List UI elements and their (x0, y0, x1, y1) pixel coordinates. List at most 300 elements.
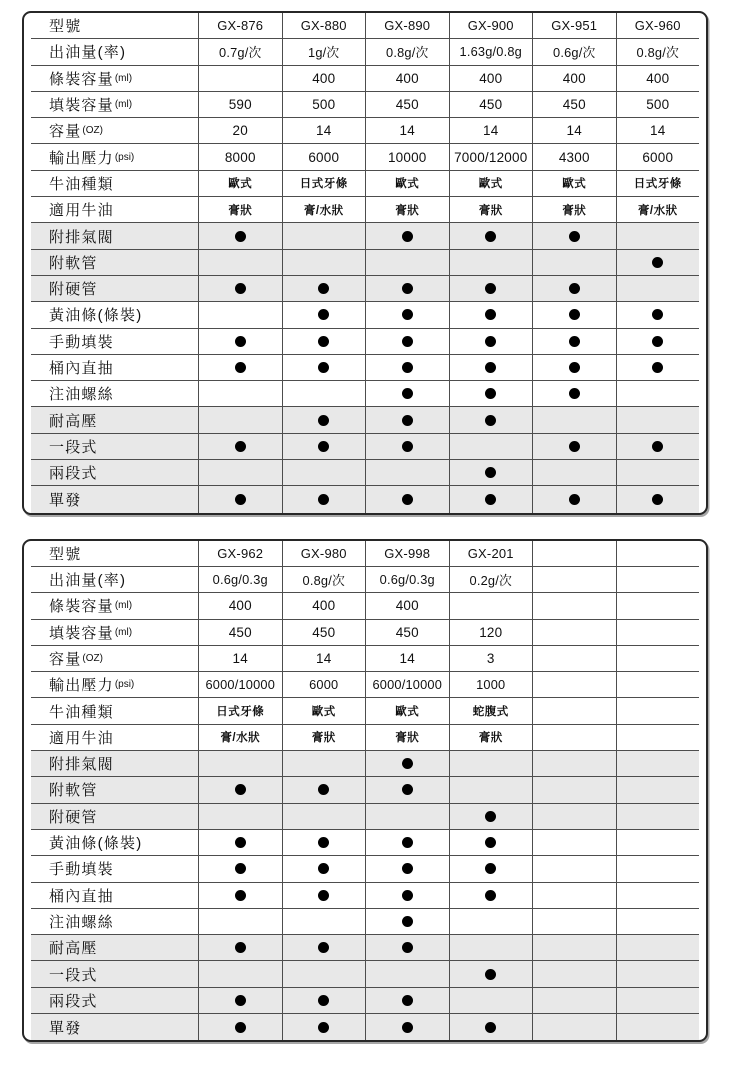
feature-cell (532, 276, 616, 301)
feature-dot (318, 890, 329, 901)
feature-cell (532, 751, 616, 776)
table-row (31, 804, 699, 830)
feature-cell (616, 276, 700, 301)
row-label: 輸出壓力 (psi) (49, 149, 135, 167)
feature-dot (235, 784, 246, 795)
feature-cell (449, 486, 533, 512)
spec-value: 0.8g/次 (302, 573, 345, 589)
spec-value: 450 (228, 624, 252, 640)
feature-cell (282, 434, 366, 459)
feature-cell (449, 804, 533, 829)
spec-value: 0.6g/次 (553, 45, 596, 61)
row-label: 輸出壓力 (psi) (49, 677, 135, 695)
feature-cell (198, 777, 282, 802)
feature-cell (532, 355, 616, 380)
table-row (31, 407, 699, 433)
table-row (31, 725, 699, 751)
feature-dot (485, 494, 496, 505)
spec-value: 590 (228, 97, 252, 113)
spec-value: 1000 (476, 677, 506, 693)
feature-cell (616, 434, 700, 459)
row-label: 容量 (OZ) (49, 650, 103, 668)
feature-cell (282, 883, 366, 908)
feature-dot (235, 283, 246, 294)
feature-dot (402, 494, 413, 505)
feature-cell (198, 961, 282, 986)
feature-cell (616, 407, 700, 432)
table-row (31, 541, 699, 567)
spec-value: 400 (395, 70, 419, 86)
spec-table-2 (22, 539, 708, 1043)
spec-value: 歐式 (478, 178, 503, 191)
spec-value: 蛇腹式 (472, 706, 509, 719)
feature-cell (449, 883, 533, 908)
spec-value: 400 (312, 598, 336, 614)
feature-dot (402, 1022, 413, 1033)
spec-value: 6000 (309, 677, 339, 693)
spec-value: 膏狀 (562, 204, 587, 217)
feature-dot (402, 388, 413, 399)
model-name: GX-980 (300, 545, 347, 561)
table-row (31, 567, 699, 593)
spec-value: 膏狀 (395, 204, 420, 217)
table-row (31, 1014, 699, 1040)
spec-value: 450 (395, 97, 419, 113)
feature-dot (402, 283, 413, 294)
spec-value: 14 (399, 650, 415, 666)
feature-cell (616, 751, 700, 776)
feature-dot (235, 336, 246, 347)
row-label: 注油螺絲 (49, 386, 114, 404)
feature-cell (532, 1014, 616, 1040)
spec-value: 6000 (308, 149, 340, 165)
row-label: 牛油種類 (49, 703, 114, 721)
feature-cell (616, 223, 700, 248)
feature-dot (402, 890, 413, 901)
table-row (31, 593, 699, 619)
feature-cell (365, 830, 449, 855)
spec-value: 14 (316, 650, 332, 666)
table-row (31, 751, 699, 777)
feature-cell (282, 407, 366, 432)
feature-cell (282, 961, 366, 986)
feature-dot (318, 942, 329, 953)
row-label: 適用牛油 (49, 729, 114, 747)
feature-dot (235, 863, 246, 874)
feature-cell (449, 961, 533, 986)
feature-cell (449, 250, 533, 275)
feature-cell (616, 302, 700, 327)
feature-dot (318, 336, 329, 347)
table-row (31, 698, 699, 724)
feature-cell (198, 935, 282, 960)
spec-value: 6000/10000 (205, 677, 276, 693)
feature-cell (365, 909, 449, 934)
feature-cell (365, 777, 449, 802)
feature-cell (449, 856, 533, 881)
table-row (31, 646, 699, 672)
row-label: 單發 (49, 491, 82, 509)
feature-cell (198, 486, 282, 512)
feature-cell (616, 460, 700, 485)
row-label-unit: (OZ) (82, 125, 103, 137)
feature-cell (198, 460, 282, 485)
model-name: GX-201 (467, 545, 514, 561)
feature-cell (532, 302, 616, 327)
feature-dot (485, 837, 496, 848)
table-row (31, 434, 699, 460)
row-label: 黃油條(條裝) (49, 835, 143, 853)
feature-cell (282, 935, 366, 960)
feature-cell (449, 1014, 533, 1040)
feature-cell (616, 804, 700, 829)
feature-dot (402, 837, 413, 848)
feature-dot (318, 441, 329, 452)
feature-cell (616, 988, 700, 1013)
row-label-unit: (ml) (114, 99, 133, 111)
table-row (31, 672, 699, 698)
model-name: GX-876 (217, 18, 264, 34)
feature-cell (532, 486, 616, 512)
row-label: 條裝容量 (ml) (49, 70, 133, 88)
feature-cell (532, 804, 616, 829)
feature-cell (198, 302, 282, 327)
feature-cell (616, 355, 700, 380)
feature-cell (532, 935, 616, 960)
feature-cell (532, 434, 616, 459)
feature-dot (652, 441, 663, 452)
feature-cell (616, 486, 700, 512)
spec-value: 400 (479, 70, 503, 86)
feature-dot (402, 995, 413, 1006)
row-label: 附軟管 (49, 254, 98, 272)
spec-value: 120 (479, 624, 503, 640)
feature-cell (616, 329, 700, 354)
feature-dot (569, 441, 580, 452)
feature-dot (318, 415, 329, 426)
table-row (31, 830, 699, 856)
spec-value: 歐式 (562, 178, 587, 191)
table-row (31, 39, 699, 65)
feature-cell (616, 935, 700, 960)
table-row (31, 144, 699, 170)
feature-cell (282, 486, 366, 512)
feature-cell (532, 407, 616, 432)
feature-dot (485, 863, 496, 874)
feature-dot (235, 837, 246, 848)
spec-value: 450 (479, 97, 503, 113)
table-row (31, 92, 699, 118)
table-row (31, 620, 699, 646)
spec-value: 4300 (558, 149, 590, 165)
feature-dot (318, 494, 329, 505)
feature-dot (318, 309, 329, 320)
row-label-unit: (ml) (114, 600, 133, 612)
spec-value: 膏/水狀 (303, 204, 344, 217)
feature-cell (282, 1014, 366, 1040)
feature-cell (449, 751, 533, 776)
feature-cell (616, 777, 700, 802)
feature-dot (485, 467, 496, 478)
feature-dot (402, 231, 413, 242)
row-label: 條裝容量 (ml) (49, 598, 133, 616)
table-row (31, 961, 699, 987)
feature-cell (449, 302, 533, 327)
spec-value: 400 (312, 70, 336, 86)
feature-cell (449, 909, 533, 934)
feature-cell (532, 329, 616, 354)
row-label: 桶內直抽 (49, 360, 114, 377)
feature-cell (449, 223, 533, 248)
spec-value: 膏狀 (228, 204, 253, 217)
spec-value: 20 (232, 123, 248, 139)
feature-cell (282, 329, 366, 354)
feature-cell (449, 434, 533, 459)
feature-cell (616, 961, 700, 986)
table-row (31, 250, 699, 276)
row-label: 填裝容量 (ml) (49, 97, 133, 115)
feature-cell (282, 223, 366, 248)
row-label: 型號 (49, 545, 82, 563)
spec-value: 500 (646, 97, 670, 113)
feature-cell (365, 883, 449, 908)
feature-dot (318, 784, 329, 795)
feature-cell (532, 460, 616, 485)
feature-dot (318, 995, 329, 1006)
feature-cell (616, 381, 700, 406)
row-label-unit: (OZ) (82, 652, 103, 664)
feature-cell (365, 434, 449, 459)
spec-value: 歐式 (228, 178, 253, 191)
feature-cell (198, 830, 282, 855)
feature-cell (365, 935, 449, 960)
feature-dot (235, 362, 246, 373)
feature-dot (485, 811, 496, 822)
feature-dot (485, 283, 496, 294)
feature-dot (569, 309, 580, 320)
feature-cell (198, 276, 282, 301)
spec-value: 14 (232, 650, 248, 666)
feature-cell (198, 1014, 282, 1040)
row-label: 出油量(率) (49, 44, 127, 62)
feature-cell (282, 751, 366, 776)
feature-dot (402, 863, 413, 874)
feature-cell (449, 329, 533, 354)
feature-cell (365, 486, 449, 512)
row-label: 手動填裝 (49, 333, 114, 351)
feature-cell (365, 988, 449, 1013)
spec-value: 500 (312, 97, 336, 113)
spec-value: 3 (486, 650, 495, 666)
row-label: 耐高壓 (49, 940, 98, 958)
feature-dot (569, 388, 580, 399)
spec-value: 450 (562, 97, 586, 113)
spec-value: 0.8g/次 (636, 45, 679, 61)
row-label: 附硬管 (49, 808, 98, 826)
feature-cell (198, 381, 282, 406)
spec-value: 0.2g/次 (469, 573, 512, 589)
table-row (31, 909, 699, 935)
row-label: 黃油條(條裝) (49, 307, 143, 325)
feature-cell (198, 988, 282, 1013)
spec-value: 6000 (642, 149, 674, 165)
spec-value: 0.8g/次 (386, 45, 429, 61)
feature-cell (198, 883, 282, 908)
feature-cell (449, 276, 533, 301)
feature-cell (365, 407, 449, 432)
feature-cell (532, 909, 616, 934)
feature-cell (198, 250, 282, 275)
table-row (31, 66, 699, 92)
table-row (31, 777, 699, 803)
feature-cell (532, 988, 616, 1013)
feature-cell (532, 223, 616, 248)
table-row (31, 856, 699, 882)
feature-cell (282, 302, 366, 327)
table-row (31, 486, 699, 512)
feature-cell (532, 777, 616, 802)
model-name: GX-962 (217, 545, 264, 561)
spec-value: 1.63g/0.8g (459, 44, 522, 60)
feature-cell (198, 434, 282, 459)
feature-dot (485, 388, 496, 399)
row-label: 桶內直抽 (49, 887, 114, 905)
spec-value: 0.6g/0.3g (212, 572, 268, 588)
feature-dot (402, 441, 413, 452)
table-row (31, 276, 699, 302)
row-label: 單發 (49, 1019, 82, 1037)
spec-value: 膏/水狀 (637, 204, 678, 217)
model-name: GX-890 (384, 18, 431, 34)
feature-dot (235, 231, 246, 242)
row-label: 型號 (49, 18, 82, 36)
row-label: 附硬管 (49, 281, 98, 299)
spec-value: 0.6g/0.3g (379, 572, 435, 588)
table-row (31, 988, 699, 1014)
spec-value: 14 (650, 123, 666, 139)
feature-dot (402, 942, 413, 953)
table-row (31, 118, 699, 144)
table-row (31, 935, 699, 961)
feature-dot (485, 231, 496, 242)
feature-cell (282, 381, 366, 406)
spec-value: 400 (646, 70, 670, 86)
feature-dot (235, 942, 246, 953)
feature-cell (532, 961, 616, 986)
spec-value: 8000 (224, 149, 256, 165)
feature-cell (365, 460, 449, 485)
spec-value: 6000/10000 (372, 677, 443, 693)
row-label-unit: (ml) (114, 72, 133, 84)
spec-value: 膏狀 (478, 732, 503, 745)
feature-cell (449, 830, 533, 855)
feature-cell (282, 355, 366, 380)
feature-cell (198, 751, 282, 776)
feature-cell (449, 407, 533, 432)
row-label: 手動填裝 (49, 861, 114, 879)
feature-dot (485, 309, 496, 320)
spec-value: 450 (312, 624, 336, 640)
feature-cell (365, 302, 449, 327)
feature-dot (652, 362, 663, 373)
model-name: GX-998 (384, 545, 431, 561)
feature-dot (402, 362, 413, 373)
feature-cell (449, 381, 533, 406)
spec-table-1 (22, 11, 708, 515)
feature-cell (198, 329, 282, 354)
spec-value: 1g/次 (308, 45, 340, 61)
feature-dot (485, 969, 496, 980)
feature-cell (449, 460, 533, 485)
model-name: GX-880 (300, 18, 347, 34)
feature-dot (485, 1022, 496, 1033)
spec-value: 膏/水狀 (220, 732, 261, 745)
feature-cell (282, 988, 366, 1013)
feature-cell (365, 751, 449, 776)
row-label: 一段式 (49, 438, 98, 456)
feature-cell (282, 777, 366, 802)
table-row (31, 329, 699, 355)
feature-cell (282, 830, 366, 855)
feature-dot (485, 336, 496, 347)
feature-cell (532, 883, 616, 908)
row-label: 出油量(率) (49, 572, 127, 590)
feature-dot (569, 362, 580, 373)
feature-dot (402, 415, 413, 426)
row-label: 耐高壓 (49, 412, 98, 430)
feature-dot (402, 916, 413, 927)
row-label: 附軟管 (49, 782, 98, 800)
row-label: 一段式 (49, 966, 98, 984)
feature-dot (318, 362, 329, 373)
feature-dot (235, 1022, 246, 1033)
feature-cell (616, 883, 700, 908)
feature-dot (569, 231, 580, 242)
row-label: 兩段式 (49, 465, 98, 483)
feature-cell (365, 381, 449, 406)
feature-cell (198, 804, 282, 829)
spec-value: 14 (566, 123, 582, 139)
table-row (31, 171, 699, 197)
feature-cell (449, 777, 533, 802)
spec-value: 400 (395, 598, 419, 614)
spec-value: 歐式 (395, 706, 420, 719)
feature-cell (282, 856, 366, 881)
feature-cell (198, 909, 282, 934)
feature-cell (198, 407, 282, 432)
feature-cell (198, 856, 282, 881)
table-row (31, 381, 699, 407)
feature-cell (449, 988, 533, 1013)
model-name: GX-951 (551, 18, 598, 34)
feature-dot (235, 441, 246, 452)
feature-cell (365, 329, 449, 354)
table-row (31, 223, 699, 249)
feature-cell (365, 250, 449, 275)
feature-dot (402, 336, 413, 347)
spec-value: 日式牙條 (299, 178, 348, 191)
feature-cell (365, 804, 449, 829)
feature-cell (365, 223, 449, 248)
table-row (31, 302, 699, 328)
row-label: 附排氣閥 (49, 756, 114, 774)
feature-cell (532, 830, 616, 855)
feature-dot (318, 863, 329, 874)
spec-value: 膏狀 (395, 732, 420, 745)
spec-value: 日式牙條 (216, 706, 265, 719)
feature-cell (616, 250, 700, 275)
feature-dot (569, 283, 580, 294)
